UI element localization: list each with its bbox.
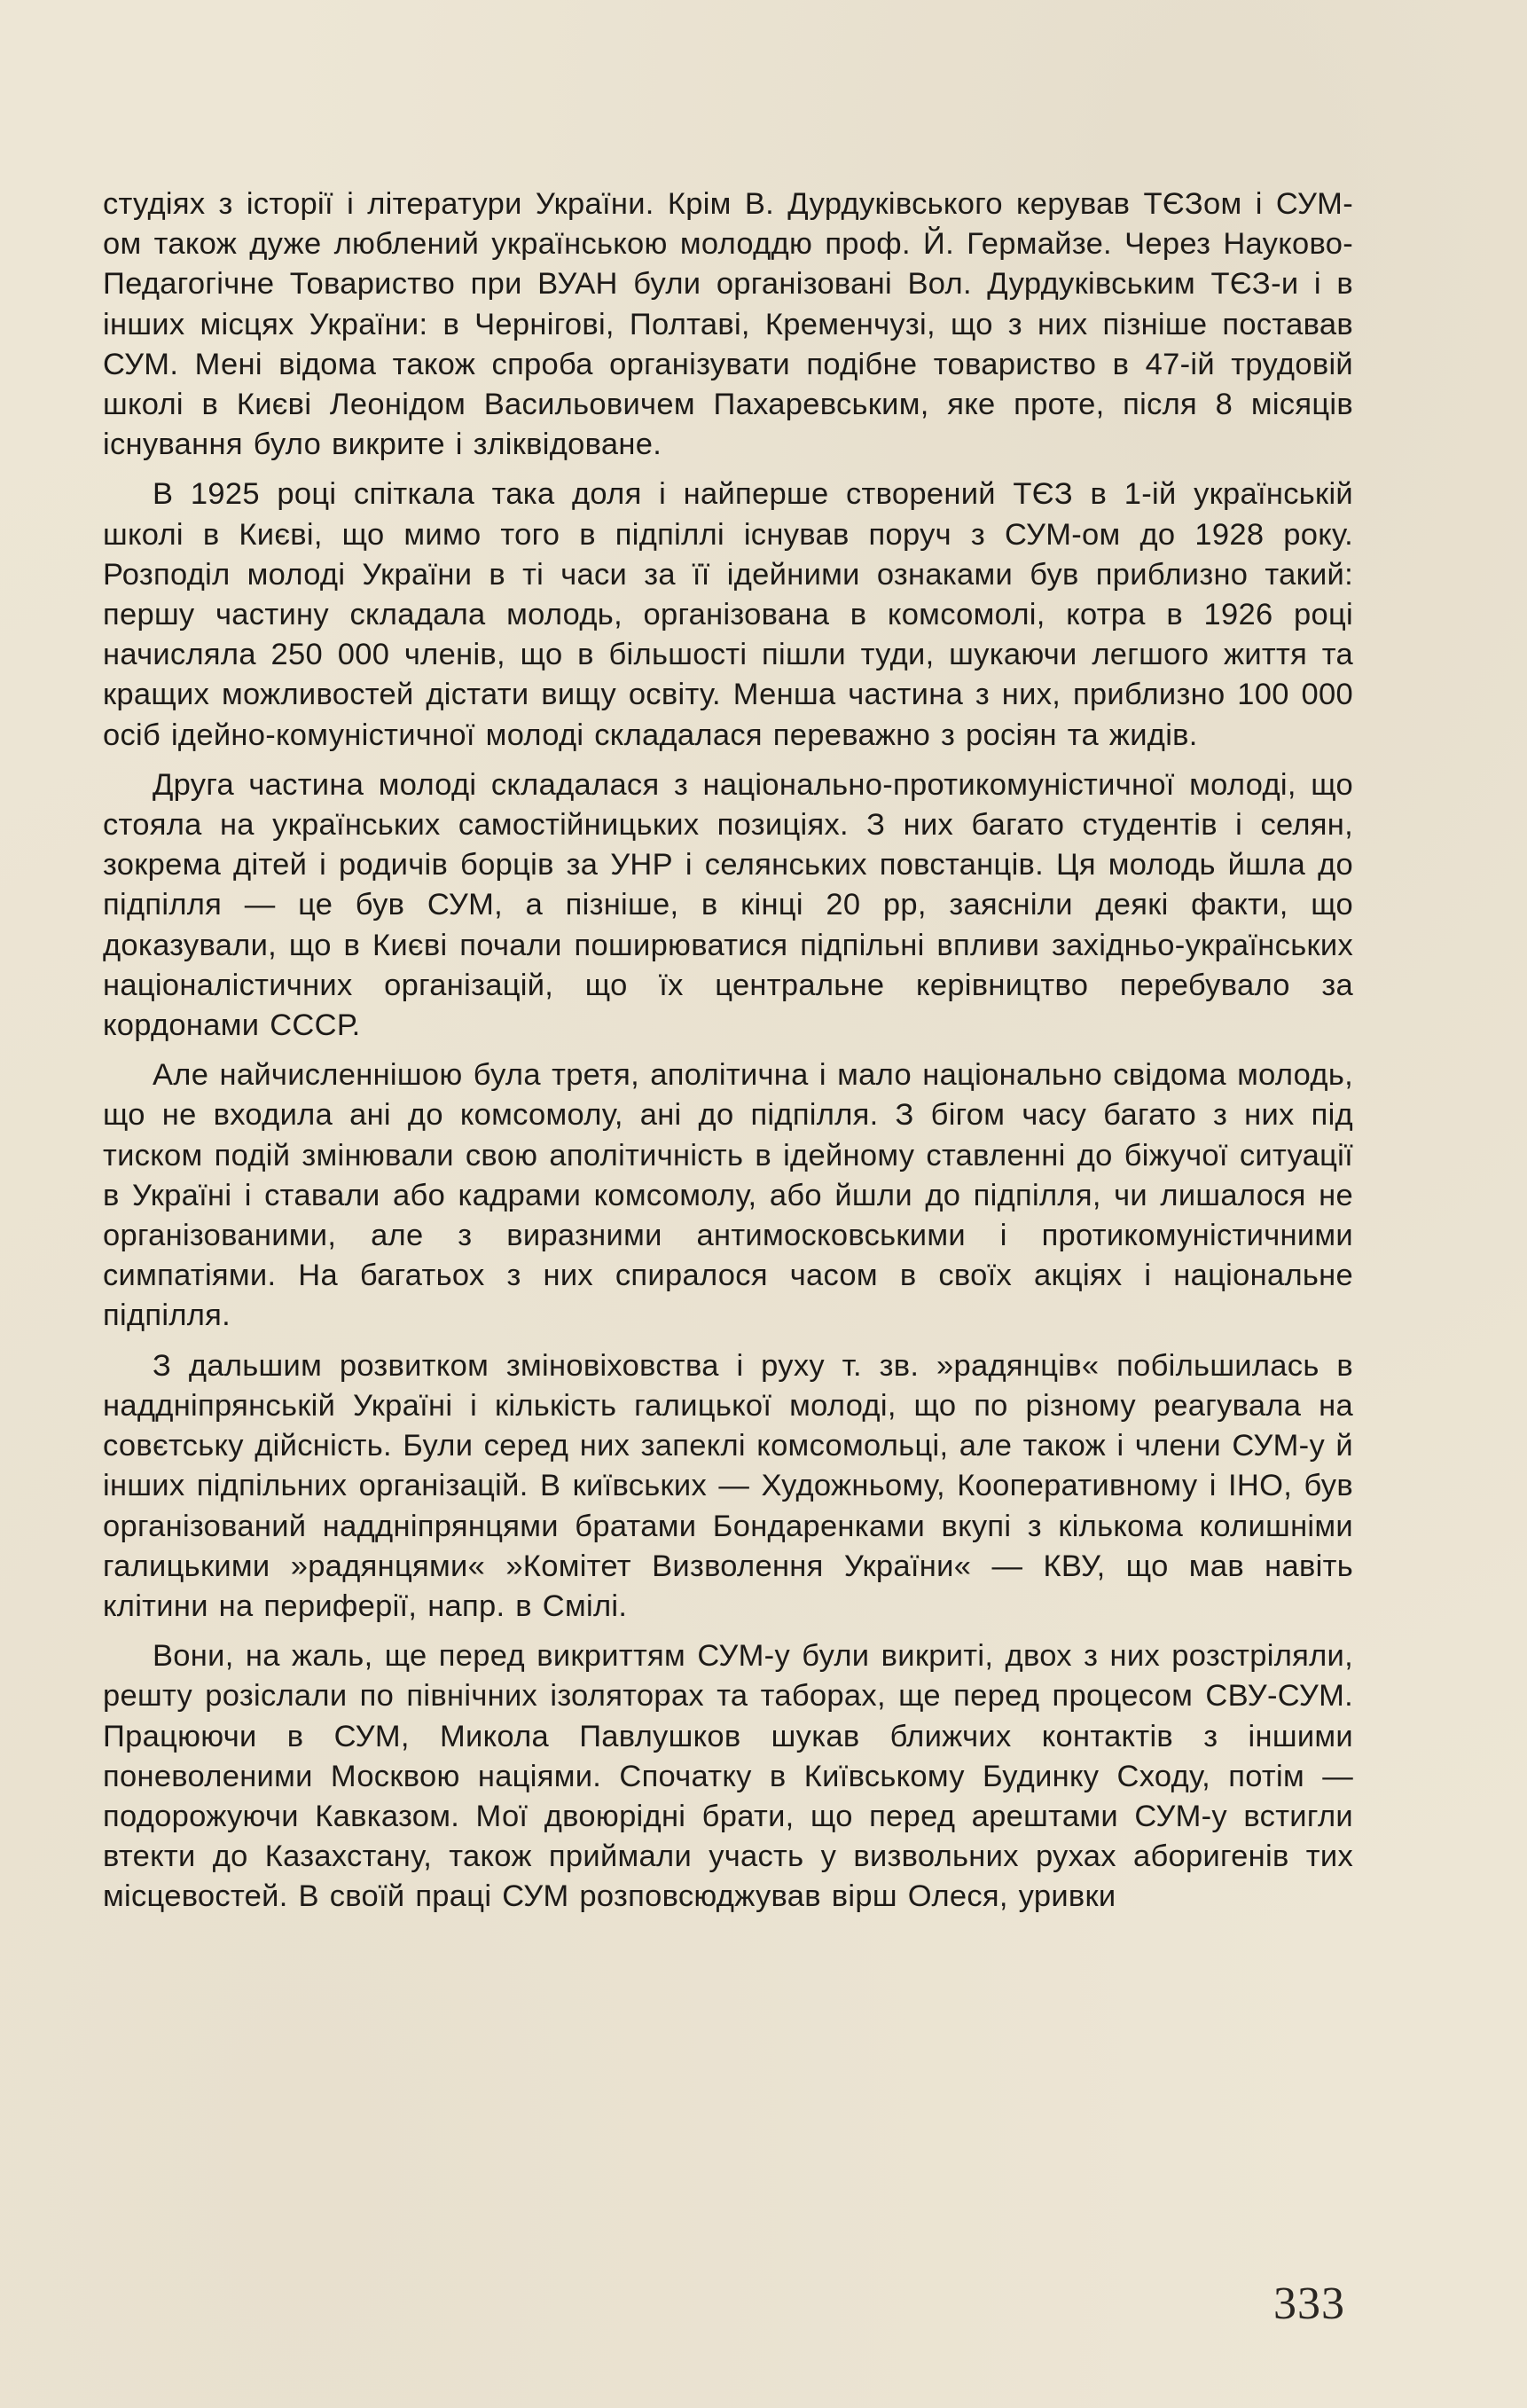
paragraph-6: Вони, на жаль, ще перед викриттям СУМ-у були викриті, двох з них розстріляли, решту розіслали по північних ізоляторах та таборах, ще перед процесом СВУ-СУМ. Працюючи в СУМ, Микола Павлушков шукав ближчих контактів з іншими поневоленими Москвою націями. Спочатку в Київському Будинку Сходу, потім — подорожуючи Кавказом. Мої двоюрідні брати, що перед арештами СУМ-у встигли втекти до Казахстану, також приймали участь у визвольних рухах аборигенів тих місцевостей. В своїй праці СУМ розповсюджував вірш Олеся, уривки xyxy=(103,1639,1353,1914)
body-text xyxy=(103,184,1353,1927)
paragraph-4: Але найчисленнішою була третя, аполітична і мало національно свідома молодь, що не входила ані до комсомолу, ані до підпілля. З бігом часу багато з них під тиском подій змінювали свою аполітичність в ідейному ставленні до біжучої ситуації в Україні і ставали або кадрами комсомолу, або йшли до підпілля, чи лишалося не організованими, але з виразними антимосковськими і протикомуністичними симпатіями. На багатьох з них спиралося часом в своїх акціях і національне підпілля. xyxy=(103,1058,1353,1333)
paragraph-2: В 1925 році спіткала така доля і найперше створений ТЄЗ в 1-ій українській школі в Києві, що мимо того в підпіллі існував поруч з СУМ-ом до 1928 року. Розподіл молоді України в ті часи за її ідейними ознаками був приблизно такий: першу частину складала молодь, організована в комсомолі, котра в 1926 році начисляла 250 000 членів, що в більшості пішли туди, шукаючи легшого життя та кращих можливостей дістати вищу освіту. Менша частина з них, приблизно 100 000 осіб ідейно-комуністичної молоді складалася переважно з росіян та жидів. xyxy=(103,477,1353,752)
paragraph-5: З дальшим розвитком змінoвіховства і руху т. зв. »радянців« побільшилась в наддніпрянській Україні і кількість галицької молоді, що по різному реагувала на совєтську дійсність. Були серед них запеклі комсомольці, але також і члени СУМ-у й інших підпільних організацій. В київських — Художньому, Кооперативному і ІНО, був організований наддніпрянцями братами Бондаренками вкупі з кількома колишніми галицькими »радянцями« »Комітет Визволення України« — КВУ, що мав навіть клітини на периферії, напр. в Смілі. xyxy=(103,1348,1353,1623)
paragraph-1: студіях з історії і літератури України. Крім В. Дурдуківського керував ТЄЗом і СУМ-ом також дуже люблений українською молоддю проф. Й. Гермайзе. Через Науково-Педагогічне Товариство при ВУАН були організовані Вол. Дурдуківським ТЄЗ-и і в інших місцях України: в Чернігові, Полтаві, Кременчузі, що з них пізніше поставав СУМ. Мені відома також спроба організувати подібне товариство в 47-ій трудовій школі в Києві Леонідом Васильовичем Пахаревським, яке проте, після 8 місяців існування було викрите і зліквідоване. xyxy=(103,187,1353,462)
page-number: 333 xyxy=(1273,2279,1345,2329)
paragraph-3: Друга частина молоді складалася з національно-протикомуністичної молоді, що стояла на українських самостійницьких позиціях. З них багато студентів і селян, зокрема дітей і родичів борців за УНР і селянських повстанців. Ця молодь йшла до підпілля — це був СУМ, а пізніше, в кінці 20 рр, заясніли деякі факти, що доказували, що в Києві почали поширюватися підпільні впливи західньо-українських націоналістичних організацій, що їх центральне керівництво перебувало за кордонами СССР. xyxy=(103,767,1353,1043)
